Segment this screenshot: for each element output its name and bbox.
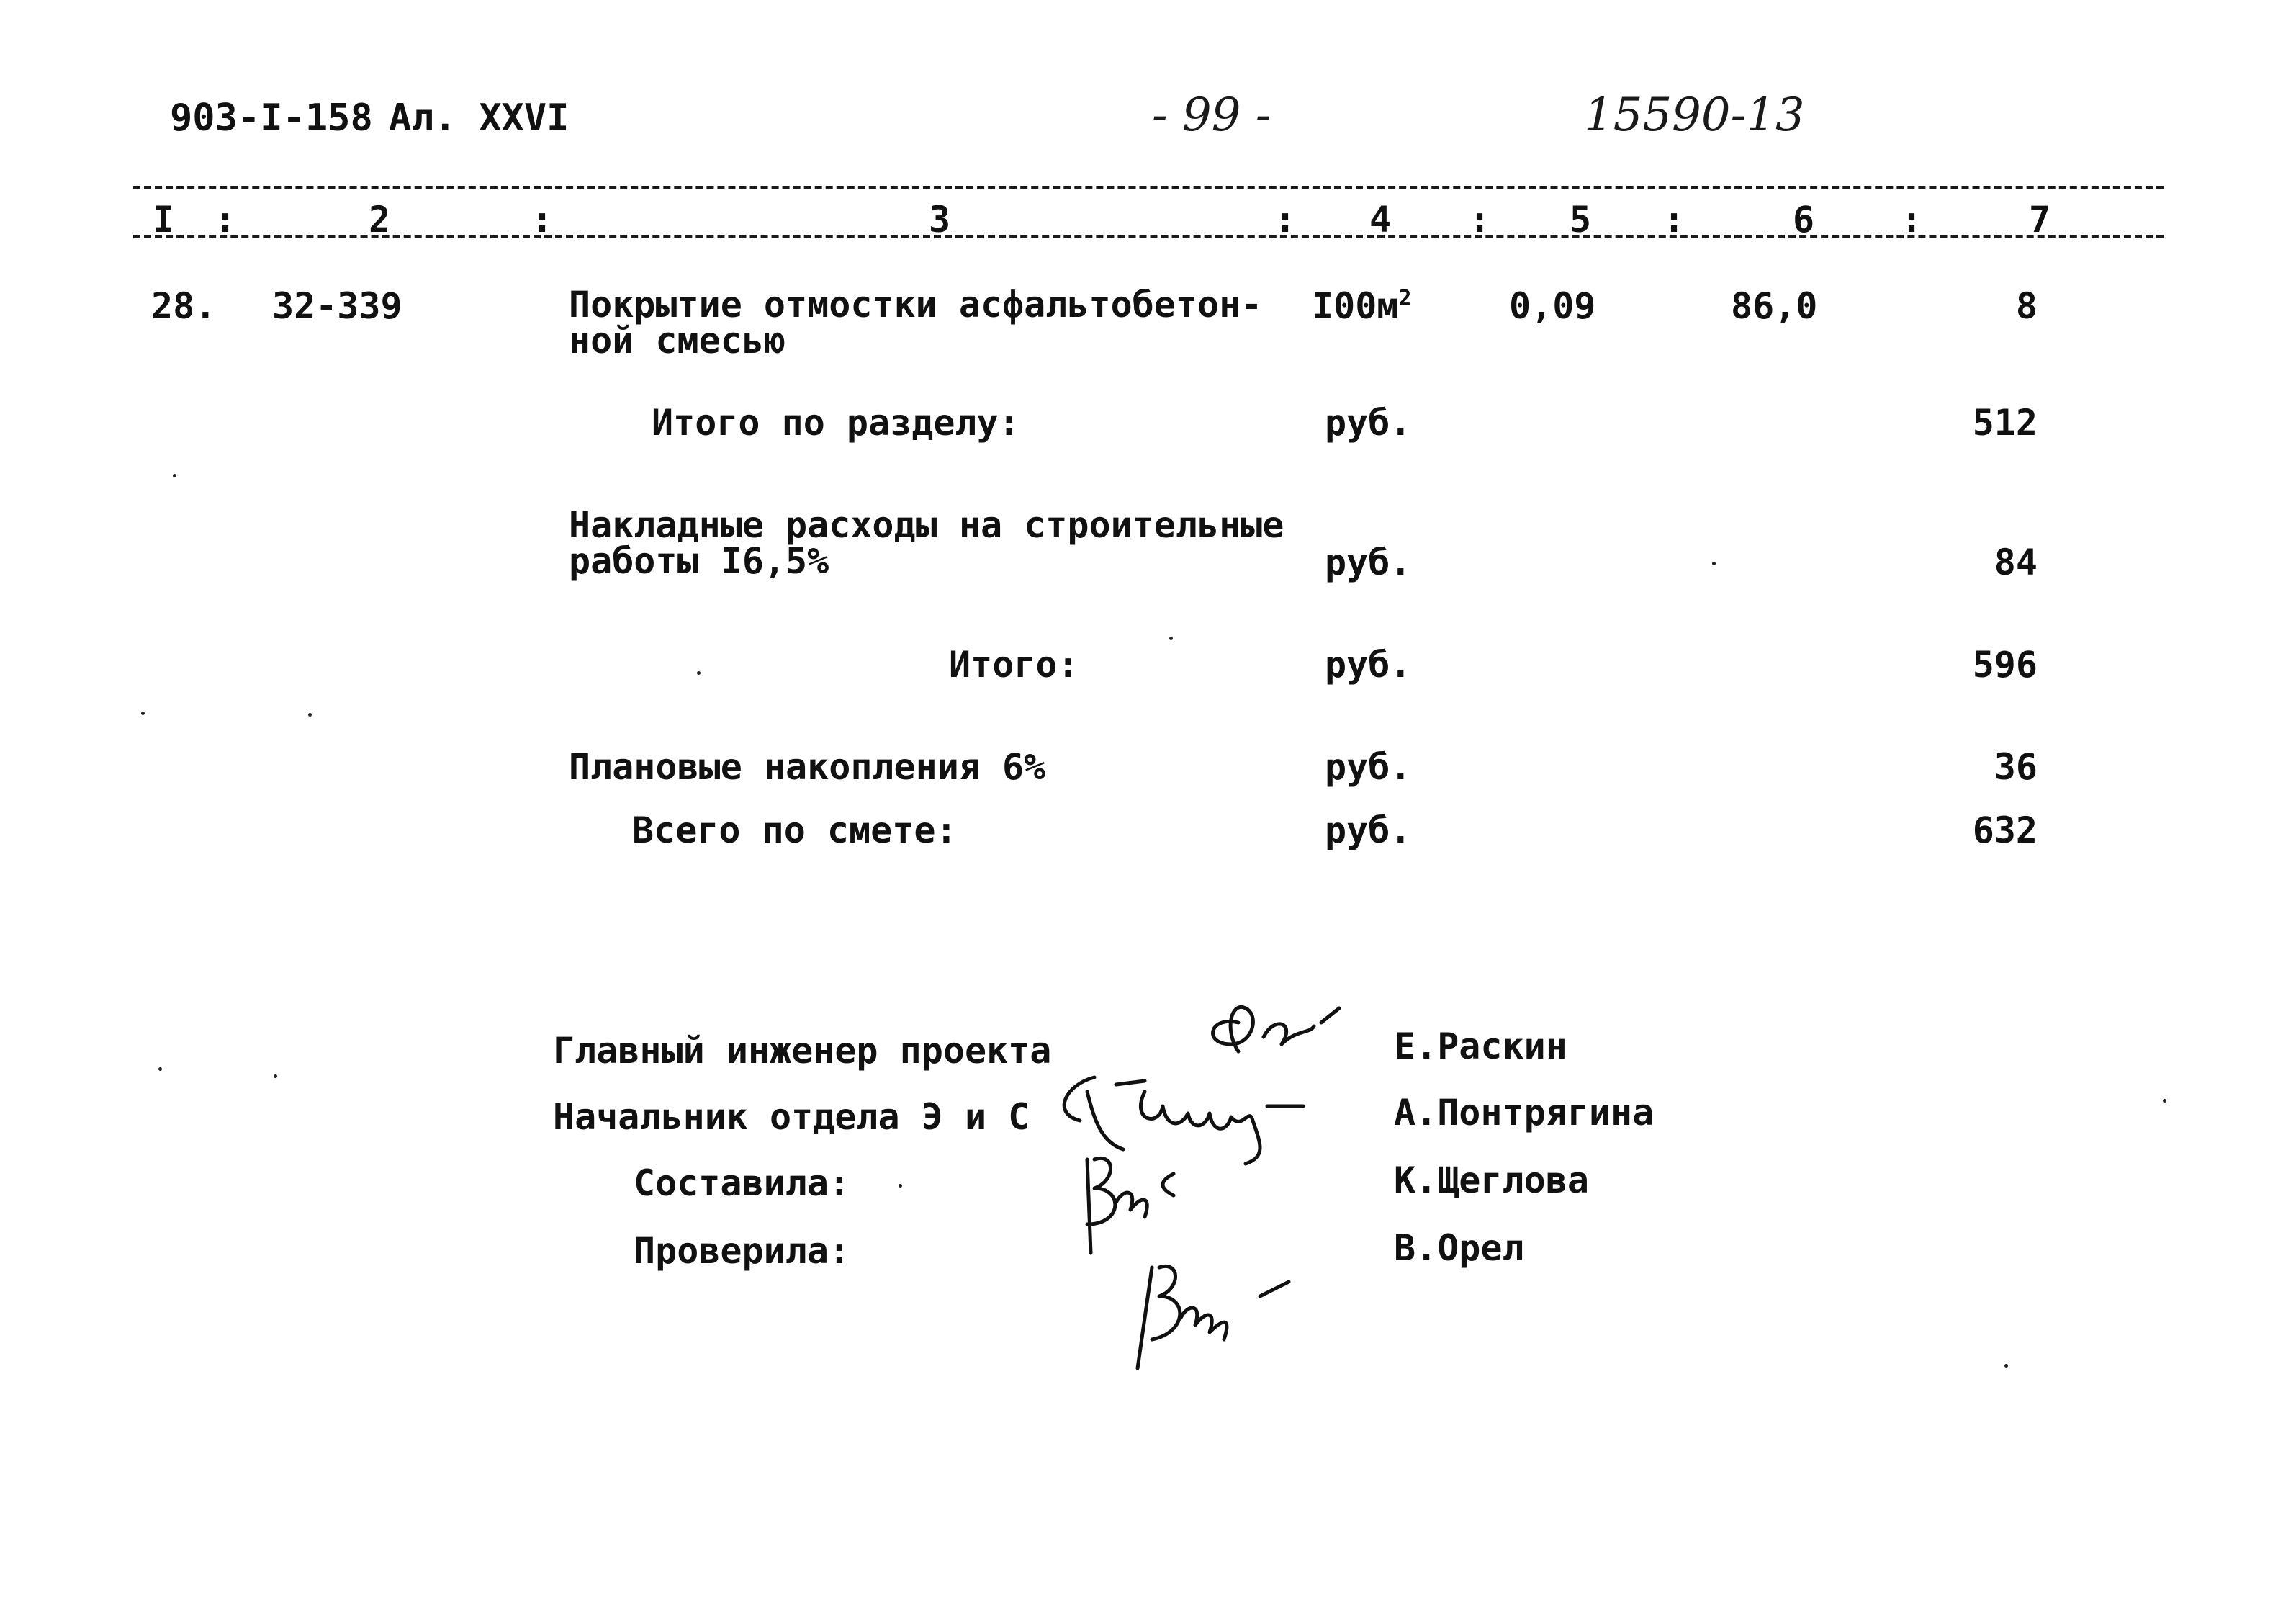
scan-speck: [2163, 1099, 2166, 1103]
scan-speck: [308, 713, 312, 717]
section-subtotal-label: Итого по разделу:: [652, 402, 1020, 444]
page-number: - 99 -: [1152, 89, 1271, 142]
total-label: Итого:: [949, 644, 1079, 686]
grand-total-label: Всего по смете:: [632, 809, 958, 851]
column-number-5: 5: [1570, 199, 1592, 241]
signature-orel-icon: [1123, 1253, 1310, 1383]
table-top-rule: [133, 186, 2164, 189]
row-code: 32-339: [272, 285, 402, 327]
row-number: 28.: [151, 285, 217, 327]
scan-speck: [173, 474, 176, 477]
signatory-name-department-head: А.Понтрягина: [1394, 1092, 1655, 1134]
section-subtotal-unit: руб.: [1325, 402, 1412, 444]
scan-speck: [141, 712, 145, 715]
table-header-rule: [133, 235, 2164, 238]
overhead-label: Накладные расходы на строительные: [569, 504, 1284, 546]
total-value: 596: [1972, 644, 2038, 686]
planned-savings-unit: руб.: [1325, 746, 1412, 788]
total-unit: руб.: [1325, 644, 1412, 686]
column-number-6: 6: [1793, 199, 1815, 241]
signatory-name-compiled-by: К.Щеглова: [1394, 1159, 1589, 1201]
grand-total-unit: руб.: [1325, 809, 1412, 851]
column-separator: :: [531, 199, 554, 241]
scan-speck: [697, 671, 701, 675]
column-number-7: 7: [2029, 199, 2051, 241]
scan-speck: [1169, 637, 1173, 640]
column-number-2: 2: [369, 199, 391, 241]
row-description-continued: ной смесью: [569, 320, 786, 362]
column-separator: :: [1274, 199, 1297, 241]
overhead-label-continued: работы I6,5%: [569, 540, 829, 582]
row-total: 8: [2015, 285, 2038, 327]
row-description: Покрытие отмостки асфальтобетон-: [569, 284, 1263, 326]
column-number-1: I: [153, 199, 175, 241]
overhead-value: 84: [1994, 542, 2038, 583]
inventory-number: 15590-13: [1584, 89, 1805, 142]
scan-speck: [899, 1184, 902, 1188]
column-separator: :: [1663, 199, 1685, 241]
grand-total-value: 632: [1972, 809, 2038, 851]
planned-savings-value: 36: [1994, 746, 2038, 788]
column-number-3: 3: [929, 199, 951, 241]
signature-shcheglova-icon: [1073, 1145, 1231, 1260]
row-unit-price: 86,0: [1731, 285, 1818, 327]
signatory-role-checked-by: Проверила:: [634, 1230, 851, 1272]
signature-raskin-icon: [1195, 994, 1368, 1073]
scan-speck: [2004, 1364, 2008, 1368]
scan-speck: [1712, 562, 1716, 565]
column-separator: :: [1901, 199, 1923, 241]
document-code: 903-I-158: [170, 96, 373, 140]
overhead-unit: руб.: [1325, 542, 1412, 583]
column-number-4: 4: [1369, 199, 1392, 241]
planned-savings-label: Плановые накопления 6%: [569, 746, 1046, 788]
album-number: Ал. XXVI: [389, 96, 570, 140]
section-subtotal-value: 512: [1972, 402, 2038, 444]
row-quantity: 0,09: [1509, 285, 1596, 327]
signatory-role-compiled-by: Составила:: [634, 1162, 851, 1204]
scan-speck: [274, 1074, 277, 1078]
column-separator: :: [215, 199, 237, 241]
signatory-name-chief-engineer: Е.Раскин: [1394, 1025, 1567, 1067]
signatory-role-chief-engineer: Главный инженер проекта: [553, 1030, 1052, 1072]
row-unit: $I00м^2$: [1312, 285, 1412, 327]
column-separator: :: [1469, 199, 1491, 241]
signatory-name-checked-by: В.Орел: [1394, 1227, 1524, 1269]
signatory-role-department-head: Начальник отдела Э и С: [553, 1096, 1030, 1138]
scan-speck: [158, 1067, 162, 1071]
